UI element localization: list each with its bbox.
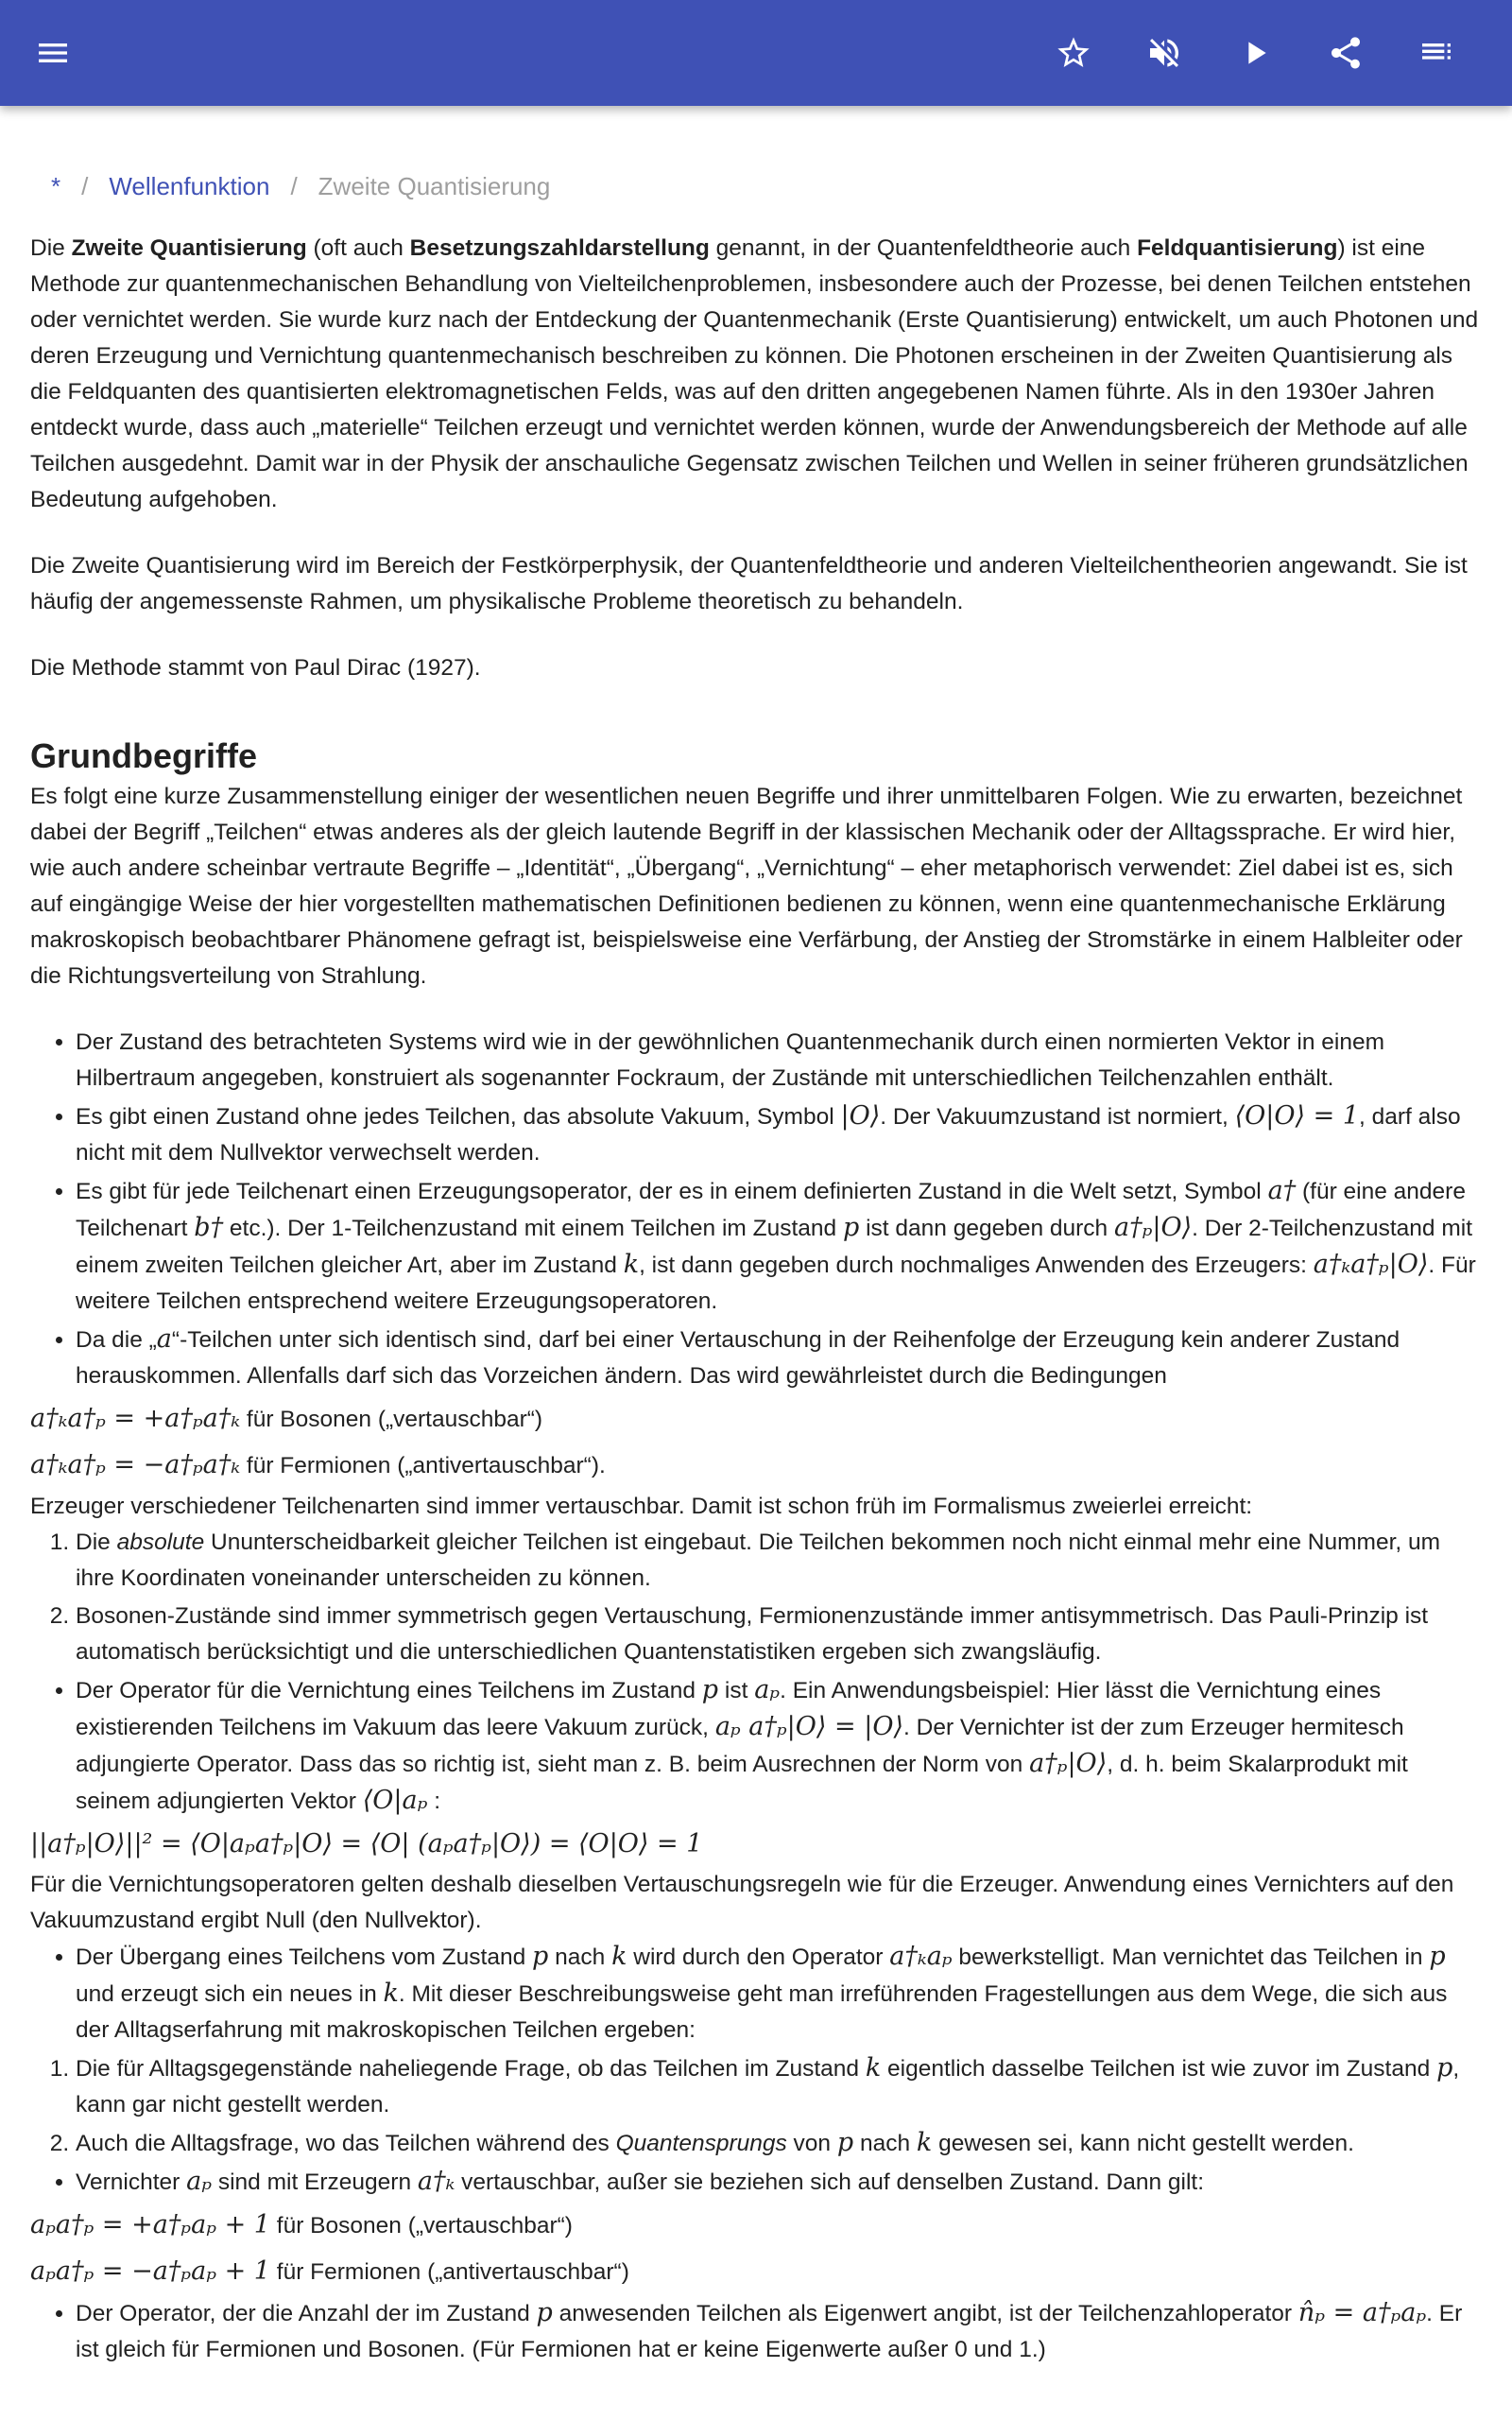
list-item: • Der Operator, der die Anzahl der im Zustand p anwesenden Teilchen als Eigenwert angibt, ist der Teilchenzahloperator n̂ₚ = a†ₚaₚ. Er ist gleich für Fermionen und Bosonen. (Für Fermionen hat er keine Eigenwerte außer 0 und 1.) [76, 2295, 1482, 2368]
intro-paragraph-3: Die Methode stammt von Paul Dirac (1927). [30, 655, 481, 681]
concept-list-5 [30, 2295, 1482, 2368]
menu-icon[interactable] [26, 26, 79, 79]
intro-paragraph-2: Die Zweite Quantisierung wird im Bereich der Festkörperphysik, der Quantenfeldtheorie und anderen Vielteilchentheorien angewandt. Sie ist häufig der angemessenste Rahmen, um physikalische Probleme theoretisch zu behandeln. [30, 553, 1468, 614]
intro-paragraph-1: Die Zweite Quantisierung (oft auch Besetzungszahldarstellung genannt, in der Quantenfeldtheorie auch Feldquantisierung) ist eine Methode zur quantenmechanischen Behandlung von Vielteilchenproblemen, insbesondere auch der Prozesse, bei denen Teilchen entstehen oder vernichtet werden. Sie wurde kurz nach der Entdeckung der Quantenmechanik (Erste Quantisierung) entwickelt, um auch Photonen und deren Erzeugung und Vernichtung quantenmechanisch beschreiben zu können. Die Photonen erscheinen in der Zweiten Quantisierung als die Feldquanten des quantisierten elektromagnetischen Felds, was auf den dritten angegebenen Namen führte. Als in den 1930er Jahren entdeckt wurde, dass auch „materielle“ Teilchen erzeugt und vernichtet werden können, wurde der Anwendungsbereich der Methode auf alle Teilchen ausgedehnt. Damit war in der Physik der anschauliche Gegensatz zwischen Teilchen und Wellen in seiner früheren grundsätzlichen Bedeutung aufgehoben. [30, 235, 1479, 512]
ordered-list-1 [30, 1525, 1482, 1670]
play-icon[interactable] [1228, 26, 1281, 79]
list-item: • Da die „a“-Teilchen unter sich identisch sind, darf bei einer Vertauschung in der Reihenfolge der Erzeugung kein anderer Zustand herauskommen. Allenfalls darf sich das Vorzeichen ändern. Das wird gewährleistet durch die Bedingungen [76, 1322, 1482, 1394]
list-item: • Der Operator für die Vernichtung eines Teilchens im Zustand p ist aₚ. Ein Anwendungsbeispiel: Hier lässt die Vernichtung eines existierenden Teilchens im Vakuum das leere Vakuum zurück, aₚ a†ₚ|O⟩ = |O⟩. Der Vernichter ist der zum Erzeuger hermitesch adjungierte Operator. Dass das so richtig ist, sieht man z. B. beim Ausrechnen der Norm von a†ₚ|O⟩, d. h. beim Skalarprodukt mit seinem adjungierten Vektor ⟨O|aₚ : [76, 1672, 1482, 1820]
list-item: • Es gibt für jede Teilchenart einen Erzeugungsoperator, der es in einem definierten Zustand in die Welt setzt, Symbol a† (für eine andere Teilchenart b† etc.). Der 1-Teilchenzustand mit einem Teilchen im Zustand p ist dann gegeben durch a†ₚ|O⟩. Der 2-Teilchenzustand mit einem zweiten Teilchen gleicher Art, aber im Zustand k, ist dann gegeben durch nochmaliges Anwenden des Erzeugers: a†ₖa†ₚ|O⟩. Für weitere Teilchen entsprechend weitere Erzeugungsoperatoren. [76, 1173, 1482, 1320]
breadcrumb [51, 168, 1482, 204]
equation-commutator-bosons: aₚa†ₚ = +a†ₚaₚ + 1 für Bosonen („vertauschbar“) [30, 2210, 573, 2239]
star-outline-icon[interactable] [1047, 26, 1100, 79]
list-item: 1. Die absolute Ununterscheidbarkeit gleicher Teilchen ist eingebaut. Die Teilchen bekommen noch nicht einmal mehr eine Nummer, um ihre Koordinaten voneinander unterscheiden zu können. [76, 1525, 1482, 1597]
list-item: • Es gibt einen Zustand ohne jedes Teilchen, das absolute Vakuum, Symbol |O⟩. Der Vakuumzustand ist normiert, ⟨O|O⟩ = 1, darf also nicht mit dem Nullvektor verwechselt werden. [76, 1098, 1482, 1171]
concept-list-3 [30, 1939, 1482, 2048]
section-lead: Es folgt eine kurze Zusammenstellung einiger der wesentlichen neuen Begriffe und ihrer unmittelbaren Folgen. Wie zu erwarten, bezeichnet dabei der Begriff „Teilchen“ etwas anderes als der gleich lautende Begriff in der klassischen Mechanik oder der Alltagssprache. Er wird hier, wie auch andere scheinbar vertraute Begriffe – „Identität“, „Übergang“, „Vernichtung“ – eher metaphorisch verwendet: Ziel dabei ist es, sich auf eingängige Weise der hier vorgestellten mathematischen Definitionen bedienen zu können, wenn eine quantenmechanische Erklärung makroskopisch beobachtbarer Phänomene gefragt ist, beispielsweise eine Verfärbung, der Anstieg der Stromstärke in einem Halbleiter oder die Richtungsverteilung von Strahlung. [30, 784, 1463, 989]
section-heading: Grundbegriffe [30, 736, 257, 775]
breadcrumb-separator: / [290, 172, 298, 200]
list-item: 2. Bosonen-Zustände sind immer symmetrisch gegen Vertauschung, Fermionenzustände immer antisymmetrisch. Das Pauli-Prinzip ist automatisch berücksichtigt und die unterschiedlichen Quantenstatistiken ergeben sich zwangsläufig. [76, 1599, 1482, 1670]
text-after-equations: Erzeuger verschiedener Teilchenarten sind immer vertauschbar. Damit ist schon früh im Formalismus zweierlei erreicht: [30, 1494, 1253, 1519]
breadcrumb-wellenfunktion[interactable]: Wellenfunktion [109, 172, 270, 200]
text-after-norm: Für die Vernichtungsoperatoren gelten deshalb dieselben Vertauschungsregeln wie für die Erzeuger. Anwendung eines Vernichters auf den Vakuumzustand ergibt Null (den Nullvektor). [30, 1872, 1454, 1933]
equation-norm: ||a†ₚ|O⟩||² = ⟨O|aₚa†ₚ|O⟩ = ⟨O| (aₚa†ₚ|O⟩) = ⟨O|O⟩ = 1 [30, 1829, 703, 1858]
concept-list-4 [30, 2164, 1482, 2201]
breadcrumb-current: Zweite Quantisierung [318, 172, 551, 200]
playlist-icon[interactable] [1410, 26, 1463, 79]
equation-commutator-fermions: aₚa†ₚ = −a†ₚaₚ + 1 für Fermionen („antivertauschbar“) [30, 2256, 629, 2286]
article [30, 151, 1482, 2370]
list-item: • Der Übergang eines Teilchens vom Zustand p nach k wird durch den Operator a†ₖaₚ bewerkstelligt. Man vernichtet das Teilchen in p und erzeugt sich ein neues in k. Mit dieser Beschreibungsweise geht man irreführenden Fragestellungen aus dem Wege, die sich aus der Alltagserfahrung mit makroskopischen Teilchen ergeben: [76, 1939, 1482, 2048]
volume-off-icon[interactable] [1138, 26, 1191, 79]
ordered-list-2 [30, 2050, 1482, 2162]
app-bar [0, 0, 1512, 106]
list-item: 2. Auch die Alltagsfrage, wo das Teilchen während des Quantensprungs von p nach k gewesen sei, kann nicht gestellt werden. [76, 2125, 1482, 2162]
list-item: 1. Die für Alltagsgegenstände naheliegende Frage, ob das Teilchen im Zustand k eigentlich dasselbe Teilchen ist wie zuvor im Zustand p, kann gar nicht gestellt werden. [76, 2050, 1482, 2123]
concept-list-2 [30, 1672, 1482, 1820]
breadcrumb-separator: / [81, 172, 89, 200]
concept-list-1 [30, 1025, 1482, 1394]
equation-bosons: a†ₖa†ₚ = +a†ₚa†ₖ für Bosonen („vertauschbar“) [30, 1404, 543, 1433]
breadcrumb-home[interactable]: * [51, 172, 61, 200]
list-item: • Der Zustand des betrachteten Systems wird wie in der gewöhnlichen Quantenmechanik durch einen normierten Vektor in einem Hilbertraum angegeben, konstruiert als sogenannter Fockraum, der Zustände mit unterschiedlichen Teilchenzahlen enthält. [76, 1025, 1482, 1097]
list-item: • Vernichter aₚ sind mit Erzeugern a†ₖ vertauschbar, außer sie beziehen sich auf denselben Zustand. Dann gilt: [76, 2164, 1482, 2201]
equation-fermions: a†ₖa†ₚ = −a†ₚa†ₖ für Fermionen („antivertauschbar“). [30, 1450, 606, 1479]
share-icon[interactable] [1319, 26, 1372, 79]
